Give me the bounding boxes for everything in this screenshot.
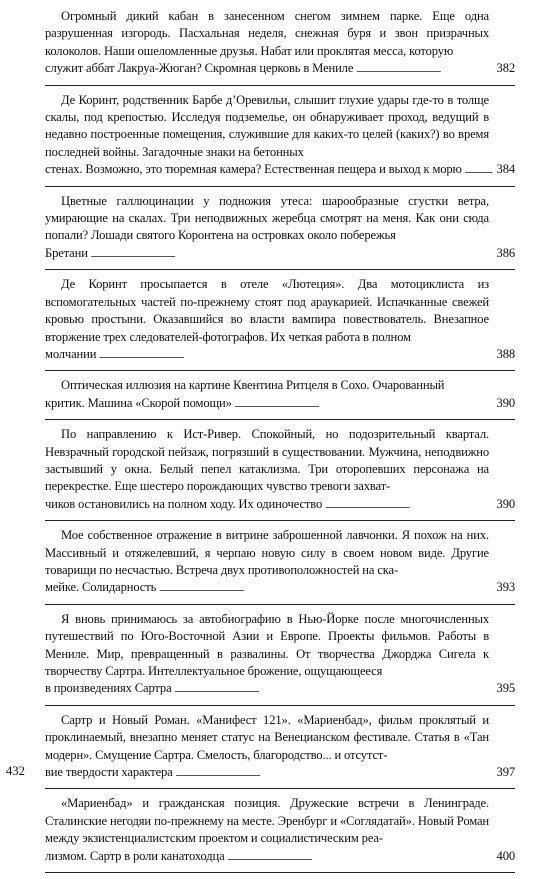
dot-leader xyxy=(159,579,492,597)
toc-page-number: 400 xyxy=(496,848,515,863)
toc-entry-tail: молчании xyxy=(45,346,97,361)
toc-entry-last-line xyxy=(45,395,515,413)
toc-entry-text: Де Коринт просыпается в отеле «Лютеция». Два мотоциклиста из вспомогательных частей по-прежнему стоят под араукарией. Испачканные свежей кровью простыни. Оказавшийся во власти вампира повествователь. Внезапное вторжение трех следователей-фотографов. Их четкая работа в полном xyxy=(45,277,489,344)
dot-leader xyxy=(325,496,492,514)
toc-entry-text: Де Коринт, родственник Барбе д’Оревильи, слышит глухие удары где-то в толще скалы, под крепостью. Исследуя подземелье, он обнаруживает проход, ведущий в недавно построенные помещения, служившие для каких-то целей (каких?) во время последней войны. Загадочные знаки на бетонных xyxy=(45,92,489,159)
toc-entry-last-line xyxy=(45,161,515,179)
toc-page-number: 397 xyxy=(496,765,515,780)
table-of-contents xyxy=(45,8,515,879)
dot-leader xyxy=(235,395,492,413)
toc-entry-tail: служит аббат Лакруа-Жюган? Скромная церковь в Мениле xyxy=(45,61,354,76)
toc-entry-tail: стенах. Возможно, это тюремная камера? Естественная пещера и выход к морю xyxy=(45,162,462,177)
toc-entry-text: По направлению к Ист-Ривер. Спокойный, но подозрительный квартал. Невзрачный городской пейзаж, погрязший в существовании. Мужчина, неподвижно застывший у окна. Белый пепел катаклизма. Три оторопевших персонажа на перекрестке. Еще шестеро порождающих чувство тревоги захват- xyxy=(45,427,489,494)
toc-page-number: 386 xyxy=(496,245,515,260)
dot-leader xyxy=(175,680,492,698)
dot-leader xyxy=(356,60,492,78)
toc-page-number: 384 xyxy=(496,162,515,177)
toc-entry-text: Цветные галлюцинации у подножия утеса: шарообразные сгустки ветра, умирающие на скалах. Три неподвижных жеребца смотрят на меня. Как они сюда попали? Лошади святого Коронтена на островках около побережья xyxy=(45,193,489,243)
toc-page-number: 390 xyxy=(496,496,515,511)
toc-entry xyxy=(45,527,515,605)
dot-leader xyxy=(91,245,492,263)
toc-entry-last-line xyxy=(45,579,515,597)
toc-entry-tail: критик. Машина «Скорой помощи» xyxy=(45,395,232,410)
toc-entry xyxy=(45,377,515,420)
dot-leader xyxy=(99,346,492,364)
toc-entry-last-line xyxy=(45,764,515,782)
toc-entry-text: Я вновь принимаюсь за автобиографию в Нью-Йорке после многочисленных путешествий по Юго-Восточной Азии и Европе. Проекты фильмов. Работы в Мениле. Мир, превращенный в развалины. От творчества Джорджа Сигела к творчеству Сартра. Интеллектуальное брожение, ощущающееся xyxy=(45,611,489,678)
dot-leader xyxy=(176,764,492,782)
dot-leader xyxy=(228,848,492,866)
page-number: 432 xyxy=(6,764,25,778)
toc-entry-tail: Бретани xyxy=(45,245,88,260)
toc-entry xyxy=(45,611,515,706)
toc-entry xyxy=(45,8,515,86)
toc-entry-text: Мое собственное отражение в витрине заброшенной лавчонки. Я похож на них. Массивный и отяжелевший, я черпаю новую силу в своем новом виде. Другие товарищи по несчастью. Встреча двух противоположностей на ска- xyxy=(45,528,489,577)
toc-entry xyxy=(45,712,515,790)
toc-entry-text: Сартр и Новый Роман. «Манифест 121». «Мариенбад», фильм проклятый и проклинаемый, внезапно меняет статус на Венецианском фестивале. Статья в «Тан модерн». Смущение Сартра. Смелость, благородство... и отсутст- xyxy=(45,712,489,762)
dot-leader xyxy=(465,161,492,179)
toc-page-number: 382 xyxy=(496,61,515,76)
toc-entry xyxy=(45,92,515,187)
toc-entry-last-line xyxy=(45,848,515,866)
toc-entry-tail: вие твердости характера xyxy=(45,765,173,780)
toc-entry-tail: в произведениях Сартра xyxy=(45,681,172,696)
toc-entry-text: «Мариенбад» и гражданская позиция. Дружеские встречи в Ленинграде. Сталинские негодяи по-прежнему на месте. Эренбург и «Соглядатай». Новый Роман между экзистенциалистским проектом и социалистическим реа- xyxy=(45,796,489,846)
toc-page-number: 393 xyxy=(496,580,515,595)
toc-entry xyxy=(45,276,515,371)
toc-entry xyxy=(45,795,515,873)
toc-entry xyxy=(45,426,515,521)
toc-entry-tail: чиков остановились на полном ходу. Их одиночество xyxy=(45,496,323,511)
toc-entry-last-line xyxy=(45,680,515,698)
toc-entry-last-line xyxy=(45,496,515,514)
toc-page-number: 395 xyxy=(496,681,515,696)
toc-entry-text: Оптическая иллюзия на картине Квентина Ритцеля в Сохо. Очарованный xyxy=(61,378,445,393)
toc-entry-tail: лизмом. Сартр в роли канатоходца xyxy=(45,848,225,863)
toc-entry-tail: мейке. Солидарность xyxy=(45,580,157,595)
toc-entry-last-line xyxy=(45,245,515,263)
toc-entry-text: Огромный дикий кабан в занесенном снегом зимнем парке. Еще одна разрушенная изгородь. Пасхальная неделя, снежная буря и звон призрачных колоколов. Наши ошеломленные друзья. Набат или проклятая месса, которую xyxy=(45,9,489,58)
toc-page-number: 390 xyxy=(496,395,515,410)
toc-page-number: 388 xyxy=(496,346,515,361)
toc-entry xyxy=(45,193,515,271)
toc-entry-last-line xyxy=(45,346,515,364)
toc-entry-last-line xyxy=(45,60,515,78)
